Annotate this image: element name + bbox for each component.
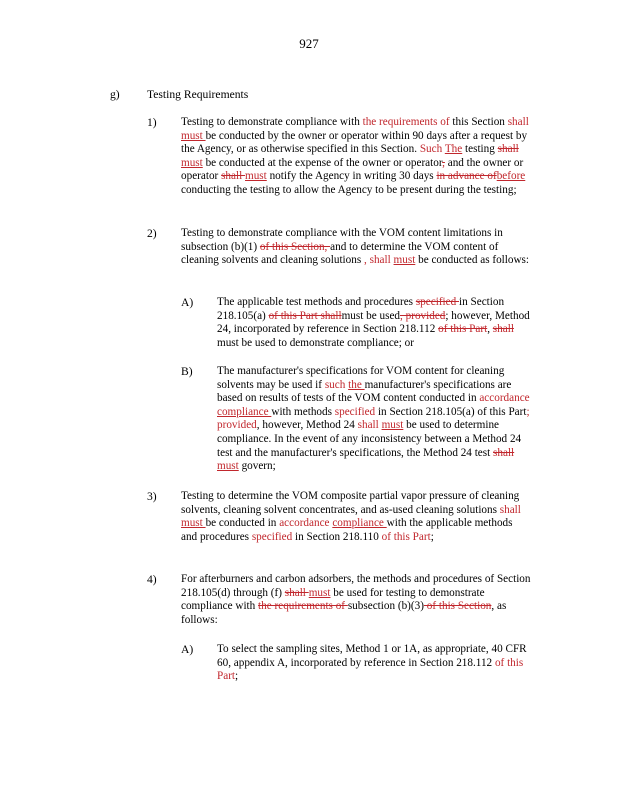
text-segment: subsection (b)(3)	[347, 600, 424, 613]
text-segment: be conducted at the expense of the owner or operator	[202, 156, 443, 169]
text-segment: in advance of	[436, 170, 497, 183]
item-2-label: 2)	[147, 227, 157, 240]
text-segment: of this Part shall	[268, 309, 342, 322]
text-segment: the	[348, 378, 365, 391]
item-1-text	[181, 116, 531, 198]
item-2B-label: B)	[181, 365, 193, 378]
section-label: g)	[110, 88, 120, 101]
text-segment: notify the Agency in writing 30 days	[266, 170, 437, 183]
text-segment: in Section 218.110	[292, 530, 382, 543]
text-segment: ;	[430, 530, 434, 543]
text-segment: manufacturer's specifications are based on results of tests of the VOM content conducted in	[217, 378, 512, 405]
text-segment: must	[245, 170, 267, 183]
text-segment: ; however, Method 24, incorporated by reference in Section 218.112	[217, 309, 530, 336]
text-segment: compliance	[217, 405, 272, 418]
text-segment: before	[496, 170, 526, 183]
text-segment: Testing to demonstrate compliance with the VOM content limitations in subsection (b)(1)	[181, 227, 503, 253]
text-segment: of this Part	[438, 323, 488, 336]
text-segment: shall	[497, 143, 519, 156]
text-segment: must	[181, 156, 203, 169]
text-segment: Testing to determine the VOM composite partial vapor pressure of cleaning solvents, cleaning solvent concentrates, and as-used cleaning solutions	[181, 490, 520, 516]
text-segment: ,	[364, 254, 370, 267]
text-segment: The	[444, 143, 463, 156]
text-segment: shall	[507, 116, 529, 128]
text-segment: To select the sampling sites, Method 1 or 1A, as appropriate, 40 CFR 60, appendix A, incorporated by reference in Section 218.112	[217, 643, 527, 669]
item-2A-text	[217, 296, 537, 350]
text-segment: The manufacturer's specifications for VOM content for cleaning solvents may be used if	[217, 365, 505, 391]
text-segment: conducting the testing to allow the Agency to be present during the testing;	[181, 183, 517, 196]
text-segment: in Section 218.105(a)	[217, 296, 505, 322]
item-4-text	[181, 573, 531, 627]
text-segment: shall	[284, 586, 309, 599]
text-segment: govern;	[238, 460, 276, 473]
text-segment: must	[181, 517, 206, 530]
text-segment: ,	[487, 323, 493, 336]
text-segment: must	[381, 419, 404, 432]
text-segment: shall	[492, 323, 514, 336]
text-segment: of this Part	[381, 530, 431, 543]
text-segment: shall	[499, 503, 521, 516]
text-segment: For afterburners and carbon adsorbers, the methods and procedures of Section 218.105(d) through (f)	[181, 573, 531, 599]
text-segment: shall	[369, 254, 391, 267]
text-segment: must	[308, 586, 331, 599]
text-segment: accordance	[279, 517, 330, 530]
text-segment: of this Section,	[259, 240, 331, 253]
page-number: 927	[299, 36, 319, 51]
text-segment: this Section	[449, 116, 508, 128]
item-3-label: 3)	[147, 490, 157, 503]
text-segment: must	[217, 460, 239, 473]
text-segment: , as follows:	[181, 600, 507, 626]
text-segment: specified	[251, 530, 293, 543]
text-segment: such	[324, 378, 346, 391]
text-segment: ,	[442, 156, 445, 169]
text-segment: specified	[415, 296, 460, 308]
text-segment: of this Part	[217, 656, 524, 683]
text-segment: specified	[334, 405, 376, 418]
text-segment: must	[181, 129, 206, 142]
text-segment: ; provided	[217, 405, 530, 432]
item-4A-text	[217, 643, 537, 684]
item-2-text	[181, 227, 531, 268]
text-segment: be used for testing to demonstrate compliance with	[181, 586, 485, 613]
item-4A-label: A)	[181, 643, 194, 656]
item-2B-text	[217, 365, 537, 474]
section-title: Testing Requirements	[147, 88, 249, 101]
text-segment: in Section 218.105(a) of this Part	[375, 405, 527, 418]
text-segment: with methods	[271, 405, 335, 418]
text-segment: must be used	[341, 309, 401, 322]
text-segment: Testing to demonstrate compliance with	[181, 116, 363, 128]
text-segment: be used to determine compliance. In the event of any inconsistency between a Method 24 test and the manufacturer's specifications, the Method 24 test	[217, 419, 522, 459]
text-segment: testing	[462, 143, 498, 156]
item-3-text	[181, 490, 531, 544]
text-segment: must	[393, 254, 416, 267]
text-segment: , however, Method 24	[256, 419, 358, 432]
text-segment: Such	[419, 143, 443, 156]
text-segment: must be used to demonstrate compliance; or	[217, 336, 414, 349]
text-segment: compliance	[332, 517, 387, 530]
item-1-label: 1)	[147, 116, 157, 129]
text-segment: The applicable test methods and procedures	[217, 296, 416, 308]
text-segment: with the applicable methods and procedures	[181, 517, 513, 543]
item-2A-label: A)	[181, 296, 194, 309]
text-segment: , provided	[400, 309, 446, 322]
text-segment: be conducted as follows:	[415, 254, 530, 267]
text-segment: of this Section	[423, 600, 492, 613]
text-segment: and the owner or operator	[181, 156, 524, 183]
text-segment: shall	[493, 446, 515, 459]
text-segment: accordance	[479, 392, 530, 405]
text-segment: ;	[235, 670, 239, 683]
text-segment: the requirements of	[258, 600, 348, 613]
text-segment: be conducted in	[205, 517, 280, 530]
text-segment: be conducted by the owner or operator within 90 days after a request by the Agency, or as otherwise specified in this Section.	[181, 129, 528, 156]
item-4-label: 4)	[147, 573, 157, 586]
text-segment: the requirements of	[362, 116, 450, 128]
text-segment: shall	[221, 170, 246, 183]
text-segment: and to determine the VOM content of cleaning solvents and cleaning solutions	[181, 240, 499, 267]
text-segment: shall	[357, 419, 379, 432]
